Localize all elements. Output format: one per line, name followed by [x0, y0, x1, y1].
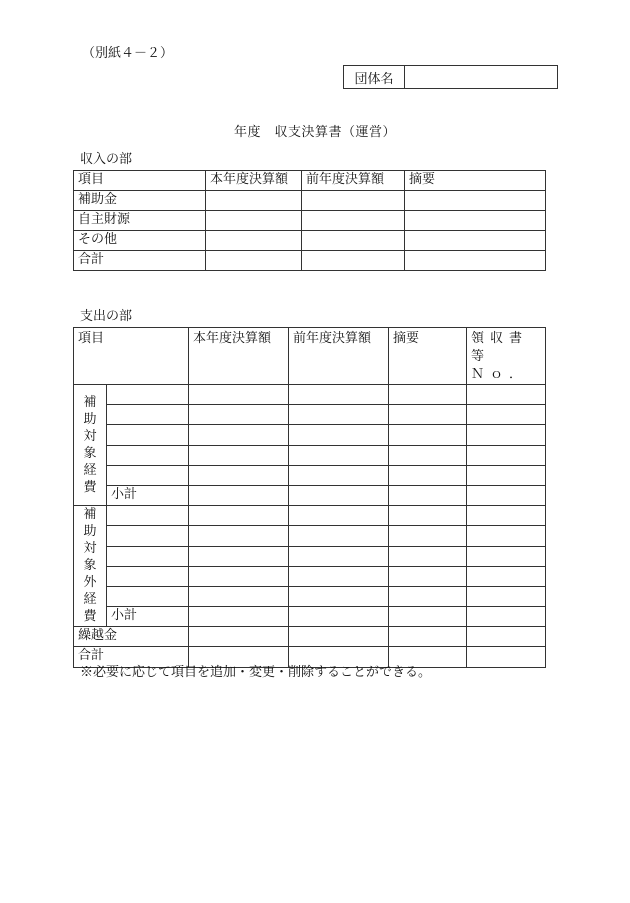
table-cell[interactable]	[467, 586, 546, 606]
table-row	[74, 526, 546, 546]
table-row	[74, 607, 546, 627]
table-cell[interactable]	[107, 385, 189, 405]
table-cell[interactable]	[107, 506, 189, 526]
table-cell[interactable]	[206, 211, 302, 231]
table-row	[74, 385, 546, 405]
organization-label: 団体名	[344, 66, 405, 88]
organization-box	[343, 65, 558, 89]
table-row	[74, 405, 546, 425]
table-cell[interactable]	[107, 566, 189, 586]
row-label: その他	[74, 231, 206, 251]
table-cell[interactable]	[389, 425, 467, 445]
table-cell[interactable]	[289, 445, 389, 465]
table-cell[interactable]	[189, 526, 289, 546]
header-receipt-no	[467, 328, 546, 385]
table-cell[interactable]	[189, 546, 289, 566]
table-cell[interactable]	[289, 465, 389, 485]
table-cell[interactable]	[289, 385, 389, 405]
table-row	[74, 627, 546, 647]
row-label: 合計	[74, 251, 206, 271]
table-cell[interactable]	[189, 445, 289, 465]
subtotal-label: 小計	[107, 607, 189, 627]
table-cell[interactable]	[289, 566, 389, 586]
table-cell[interactable]	[389, 445, 467, 465]
table-cell[interactable]	[389, 485, 467, 505]
table-cell[interactable]	[405, 231, 546, 251]
table-cell[interactable]	[389, 627, 467, 647]
table-cell[interactable]	[389, 405, 467, 425]
table-cell[interactable]	[467, 485, 546, 505]
table-cell[interactable]	[389, 566, 467, 586]
group-unsubsidized-label: 補助対象外経費	[74, 506, 107, 627]
table-cell[interactable]	[467, 546, 546, 566]
total-label: 合計	[74, 647, 189, 667]
table-cell[interactable]	[107, 546, 189, 566]
table-cell[interactable]	[389, 546, 467, 566]
table-cell[interactable]	[289, 627, 389, 647]
table-cell[interactable]	[289, 607, 389, 627]
table-cell[interactable]	[189, 607, 289, 627]
table-cell[interactable]	[107, 586, 189, 606]
table-cell[interactable]	[189, 405, 289, 425]
annex-label: （別紙４－２）	[82, 46, 174, 61]
organization-name-field[interactable]	[405, 66, 557, 88]
table-row	[74, 231, 546, 251]
table-cell[interactable]	[389, 607, 467, 627]
document-title: 年度 収支決算書（運営）	[233, 125, 396, 140]
table-header-row	[74, 328, 546, 385]
table-cell[interactable]	[467, 607, 546, 627]
table-cell[interactable]	[189, 385, 289, 405]
table-row	[74, 485, 546, 505]
table-cell[interactable]	[467, 566, 546, 586]
table-cell[interactable]	[107, 445, 189, 465]
income-table	[73, 170, 546, 271]
table-cell[interactable]	[467, 445, 546, 465]
table-row	[74, 425, 546, 445]
subtotal-label: 小計	[107, 485, 189, 505]
table-cell[interactable]	[107, 526, 189, 546]
table-cell[interactable]	[107, 465, 189, 485]
receipt-number-label: Ｎｏ．	[471, 367, 529, 382]
table-cell[interactable]	[302, 231, 405, 251]
table-cell[interactable]	[405, 211, 546, 231]
table-cell[interactable]	[467, 506, 546, 526]
header-previous-year: 前年度決算額	[302, 171, 405, 191]
table-cell[interactable]	[289, 506, 389, 526]
header-summary: 摘要	[389, 328, 467, 385]
table-cell[interactable]	[389, 526, 467, 546]
table-cell[interactable]	[467, 647, 546, 667]
header-previous-year: 前年度決算額	[289, 328, 389, 385]
header-item: 項目	[74, 171, 206, 191]
table-cell[interactable]	[467, 425, 546, 445]
table-cell[interactable]	[405, 191, 546, 211]
table-cell[interactable]	[189, 485, 289, 505]
receipt-label: 領収書等	[471, 331, 529, 364]
table-cell[interactable]	[289, 405, 389, 425]
table-cell[interactable]	[389, 465, 467, 485]
table-cell[interactable]	[189, 425, 289, 445]
table-cell[interactable]	[467, 526, 546, 546]
table-cell[interactable]	[302, 251, 405, 271]
expense-table	[73, 327, 546, 668]
table-cell[interactable]	[289, 546, 389, 566]
table-row	[74, 506, 546, 526]
table-cell[interactable]	[107, 405, 189, 425]
carryover-label: 繰越金	[74, 627, 189, 647]
header-current-year: 本年度決算額	[189, 328, 289, 385]
expense-section-heading: 支出の部	[80, 309, 133, 324]
row-label: 補助金	[74, 191, 206, 211]
table-cell[interactable]	[189, 465, 289, 485]
table-cell[interactable]	[467, 385, 546, 405]
table-row	[74, 546, 546, 566]
table-cell[interactable]	[289, 485, 389, 505]
table-row	[74, 191, 546, 211]
table-cell[interactable]	[405, 251, 546, 271]
header-item: 項目	[74, 328, 189, 385]
table-cell[interactable]	[189, 506, 289, 526]
table-row	[74, 445, 546, 465]
table-cell[interactable]	[206, 251, 302, 271]
header-current-year: 本年度決算額	[206, 171, 302, 191]
table-cell[interactable]	[302, 211, 405, 231]
table-cell[interactable]	[467, 405, 546, 425]
table-cell[interactable]	[467, 627, 546, 647]
footnote: ※必要に応じて項目を追加・変更・削除することができる。	[80, 665, 432, 680]
group-subsidized-label: 補助対象経費	[74, 385, 107, 506]
table-cell[interactable]	[389, 506, 467, 526]
table-row	[74, 586, 546, 606]
table-cell[interactable]	[302, 191, 405, 211]
table-cell[interactable]	[189, 566, 289, 586]
table-cell[interactable]	[389, 586, 467, 606]
table-row	[74, 251, 546, 271]
header-summary: 摘要	[405, 171, 546, 191]
table-cell[interactable]	[206, 231, 302, 251]
table-cell[interactable]	[289, 586, 389, 606]
table-cell[interactable]	[206, 191, 302, 211]
table-header-row	[74, 171, 546, 191]
table-cell[interactable]	[289, 425, 389, 445]
table-cell[interactable]	[389, 385, 467, 405]
table-cell[interactable]	[289, 526, 389, 546]
table-cell[interactable]	[467, 465, 546, 485]
income-section-heading: 収入の部	[80, 152, 133, 167]
table-cell[interactable]	[189, 586, 289, 606]
table-row	[74, 566, 546, 586]
table-row	[74, 211, 546, 231]
row-label: 自主財源	[74, 211, 206, 231]
table-cell[interactable]	[107, 425, 189, 445]
table-cell[interactable]	[189, 627, 289, 647]
table-row	[74, 465, 546, 485]
